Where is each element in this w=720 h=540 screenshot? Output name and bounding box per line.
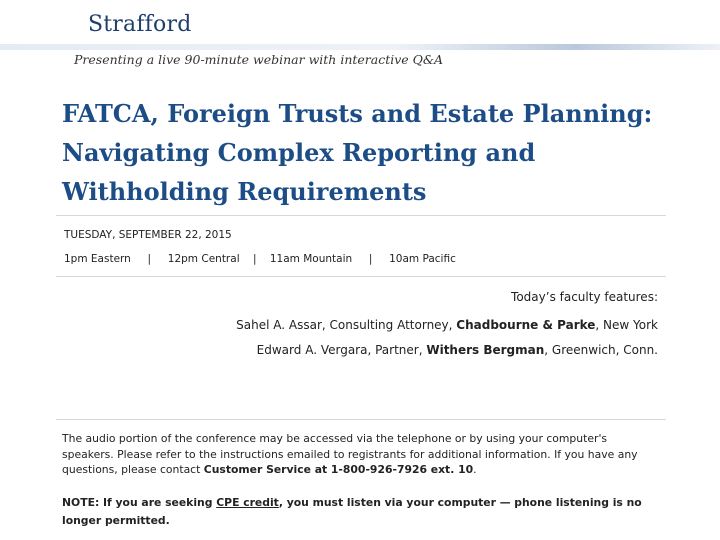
audio-text: The audio portion of the conference may be accessed via the telephone or by using your computer's speakers. Please refer to the instructions emailed to registrants for additional information. If you have any questions, please contact [62,432,638,476]
header-rule [0,44,720,50]
time-pacific: 10am Pacific [389,253,456,265]
webinar-title [62,94,682,211]
strafford-logo: Strafford [88,12,192,37]
faculty-name-title: Edward A. Vergara, Partner, [256,343,427,357]
tagline: Presenting a live 90-minute webinar with interactive Q&A [74,52,444,67]
time-separator: | [368,253,373,265]
divider-title [56,215,666,216]
faculty-member [257,343,658,357]
time-separator: | [147,253,152,265]
divider-faculty [56,419,666,420]
webinar-times [64,253,456,265]
faculty-heading: Today’s faculty features: [511,290,658,304]
customer-service-contact: Customer Service at 1-800-926-7926 ext. 10 [203,463,474,476]
audio-text-end: . [473,463,477,476]
title-line-3: Withholding Requirements [62,177,427,206]
cpe-note-prefix: NOTE: If you are seeking [62,496,217,509]
faculty-location: , New York [595,318,658,332]
title-line-2: Navigating Complex Reporting and [62,138,536,167]
time-mountain: 11am Mountain [269,253,353,265]
faculty-location: , Greenwich, Conn. [544,343,658,357]
audio-instructions [62,431,662,478]
faculty-firm: Chadbourne & Parke [456,318,596,332]
time-separator: | [252,253,257,265]
faculty-name-title: Sahel A. Assar, Consulting Attorney, [236,318,457,332]
cpe-note-suffix: , you must listen via your computer — phone listening is no longer permitted. [62,496,642,527]
webinar-date: TUESDAY, SEPTEMBER 22, 2015 [64,229,232,241]
cpe-credit-link[interactable]: CPE credit [216,496,279,509]
divider-schedule [56,276,666,277]
faculty-firm: Withers Bergman [426,343,545,357]
title-line-1: FATCA, Foreign Trusts and Estate Planning: [62,99,653,128]
time-central: 12pm Central [167,253,240,265]
time-eastern: 1pm Eastern [64,253,131,265]
cpe-note [62,494,662,529]
faculty-member [236,318,658,332]
